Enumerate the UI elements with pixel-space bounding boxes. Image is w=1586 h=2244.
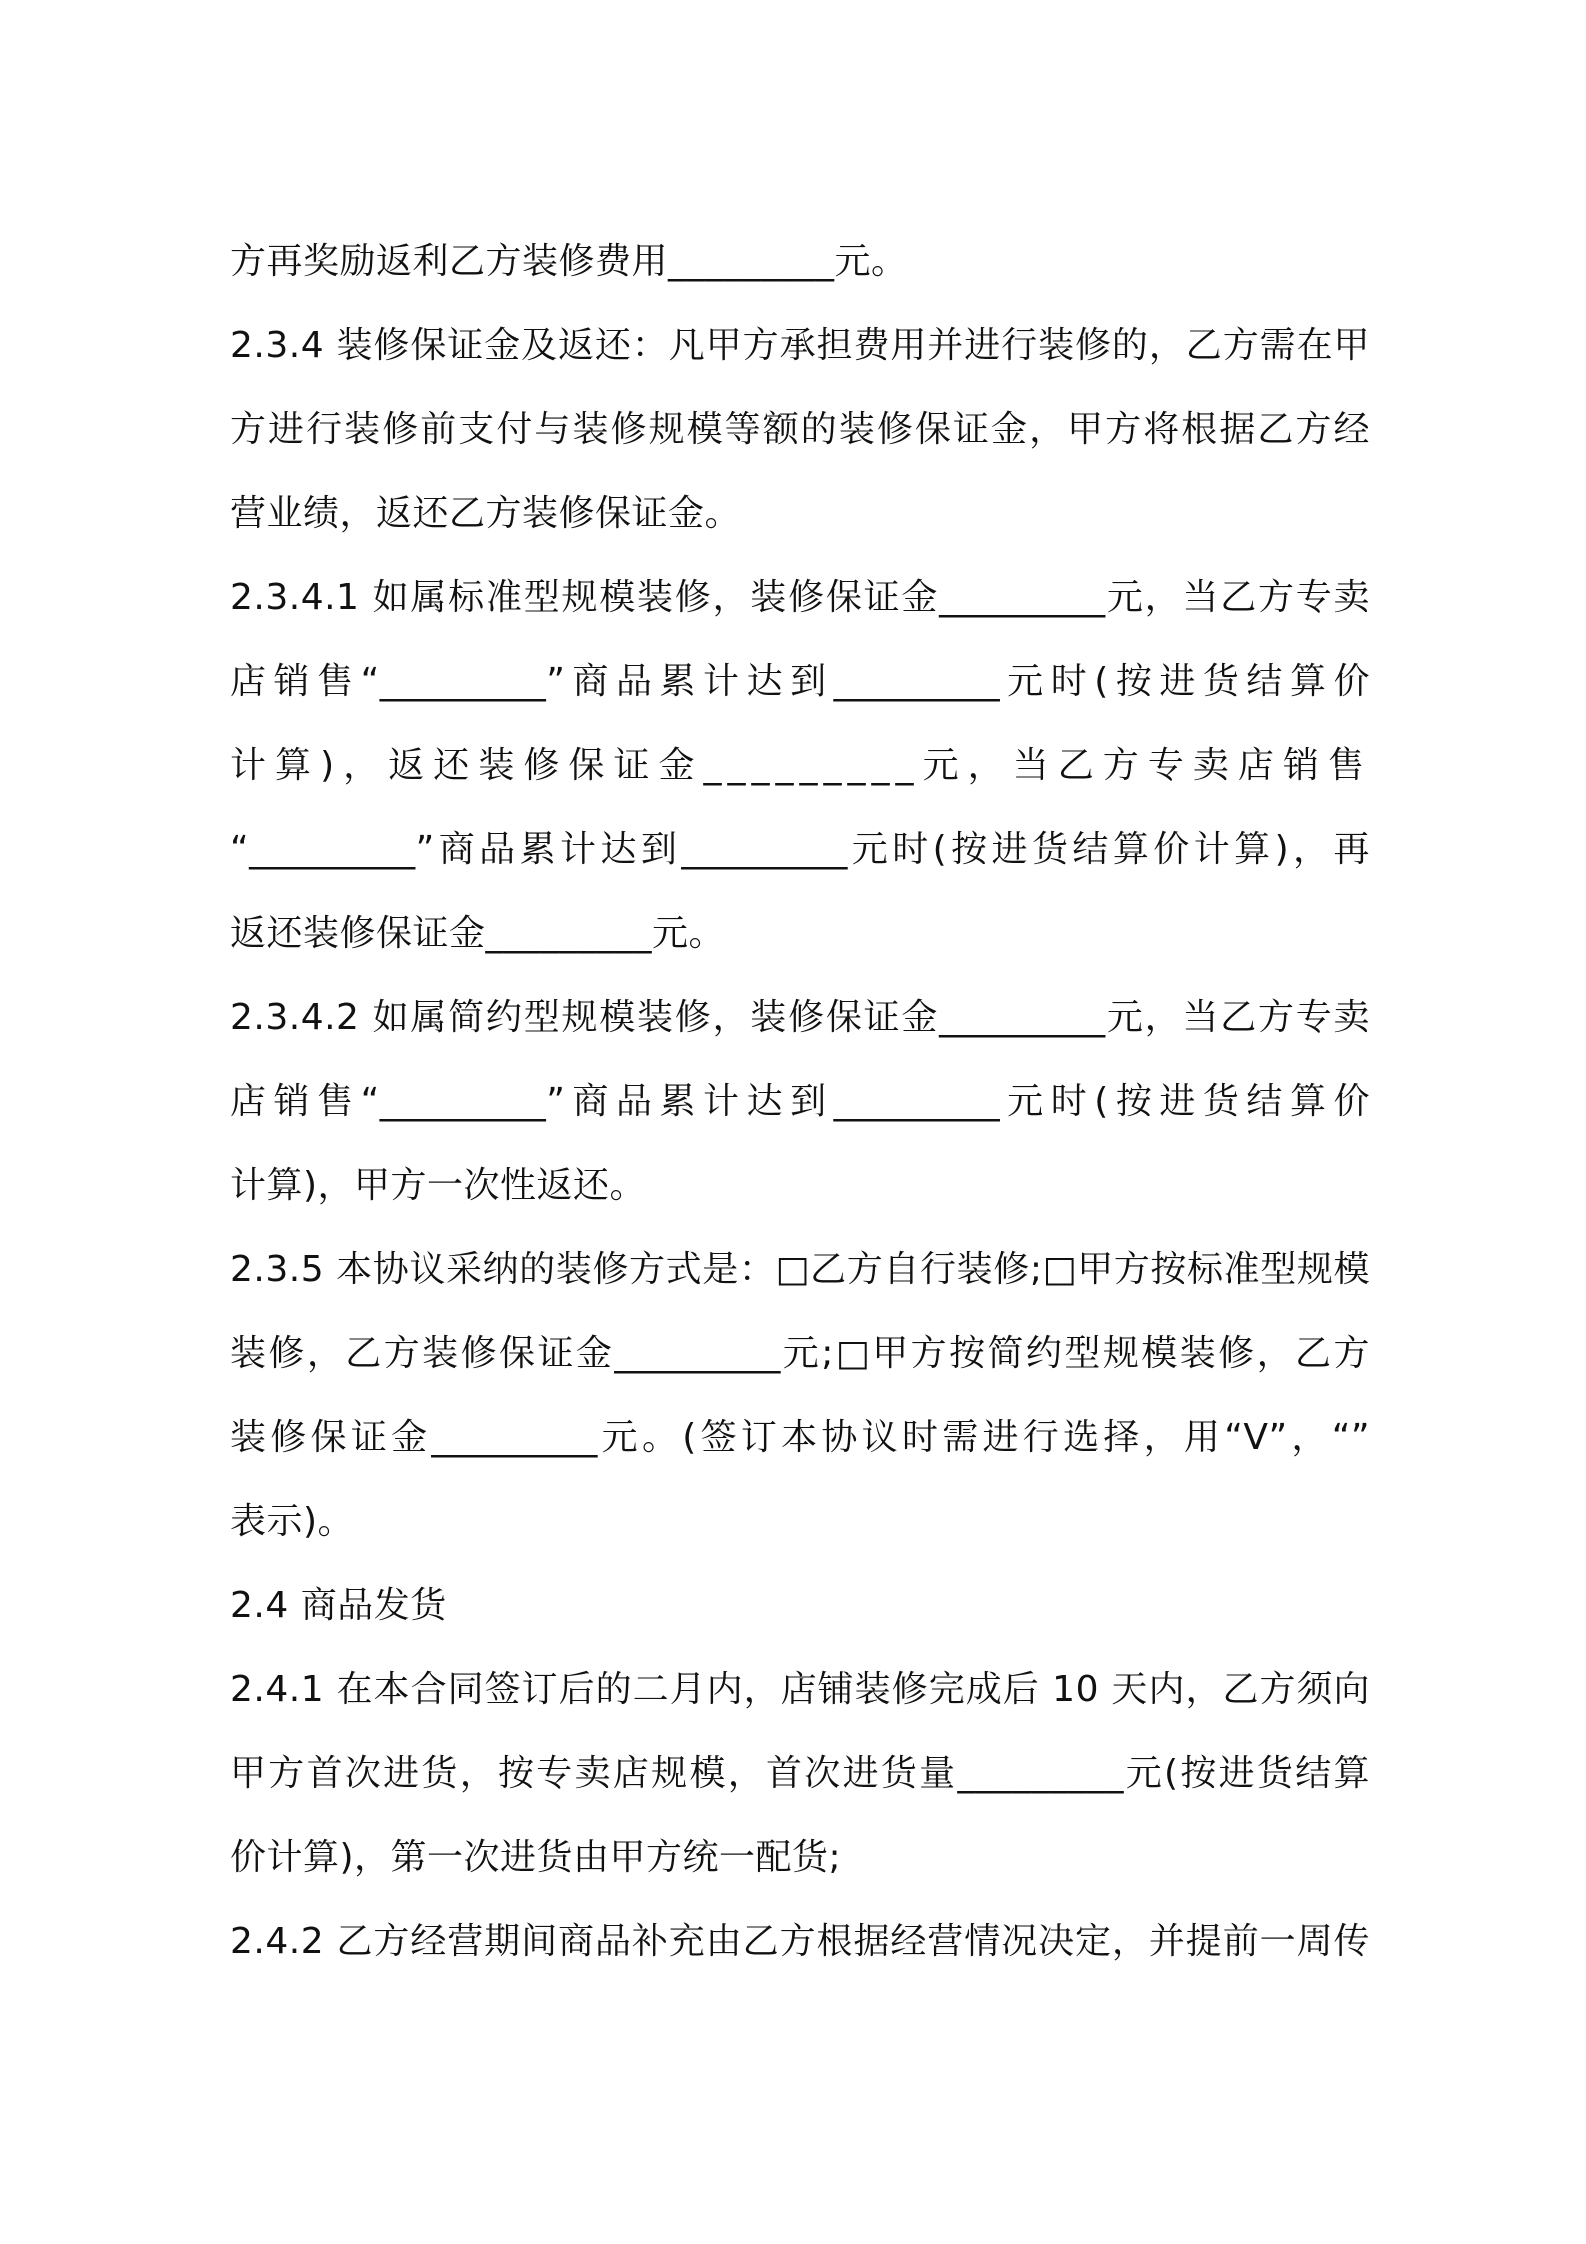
paragraph-line: 价计算)，第一次进货由甲方统一配货;	[230, 1837, 842, 1878]
paragraph-line: 表示)。	[230, 1501, 355, 1542]
paragraph-line: 甲方首次进货，按专卖店规模，首次进货量_________元(按进货结算	[230, 1753, 1370, 1794]
paragraph-line: 店销售“_________”商品累计达到_________元时(按进货结算价	[230, 1081, 1370, 1122]
paragraph-line: 装修保证金_________元。(签订本协议时需进行选择，用“V”，“”	[230, 1417, 1370, 1458]
paragraph-line: 计算)，返还装修保证金_________元，当乙方专卖店销售	[230, 745, 1370, 786]
paragraph-line: 装修，乙方装修保证金_________元;□甲方按简约型规模装修，乙方	[230, 1333, 1370, 1374]
paragraph-line: “_________”商品累计达到_________元时(按进货结算价计算)，再	[230, 829, 1370, 870]
paragraph-line: 方再奖励返利乙方装修费用_________元。	[230, 241, 908, 282]
paragraph-line: 返还装修保证金_________元。	[230, 913, 726, 954]
paragraph-line: 2.3.4 装修保证金及返还：凡甲方承担费用并进行装修的，乙方需在甲	[230, 325, 1370, 366]
paragraph-line: 营业绩，返还乙方装修保证金。	[230, 493, 742, 534]
paragraph-line: 店销售“_________”商品累计达到_________元时(按进货结算价	[230, 661, 1370, 702]
paragraph-line: 2.4.2 乙方经营期间商品补充由乙方根据经营情况决定，并提前一周传	[230, 1921, 1370, 1962]
paragraph-line: 方进行装修前支付与装修规模等额的装修保证金，甲方将根据乙方经	[230, 409, 1370, 450]
paragraph-line: 2.3.4.2 如属简约型规模装修，装修保证金_________元，当乙方专卖	[230, 997, 1370, 1038]
paragraph-line: 2.4.1 在本合同签订后的二月内，店铺装修完成后 10 天内，乙方须向	[230, 1669, 1370, 1710]
paragraph-line: 2.3.5 本协议采纳的装修方式是：□乙方自行装修;□甲方按标准型规模	[230, 1249, 1370, 1290]
paragraph-line: 2.3.4.1 如属标准型规模装修，装修保证金_________元，当乙方专卖	[230, 577, 1370, 618]
paragraph-line: 计算)，甲方一次性返还。	[230, 1165, 647, 1206]
section-heading: 2.4 商品发货	[230, 1585, 447, 1626]
